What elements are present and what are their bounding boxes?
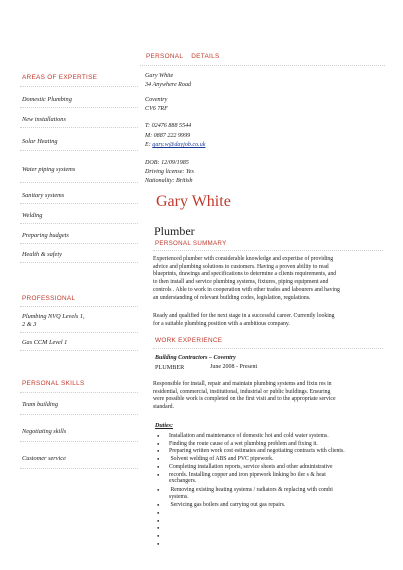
expertise-item: Health & safety	[22, 251, 62, 258]
expertise-item: Solar Heating	[22, 138, 58, 145]
duties-label: Duties:	[155, 423, 173, 429]
divider	[20, 107, 138, 108]
nationality: Nationality: British	[145, 178, 193, 184]
summary-line: Experienced plumber with considerable knowledge and expertise of providing	[153, 256, 334, 262]
duty-text: Solvent welding of ABS and PVC pipework.	[169, 456, 274, 463]
duty-item	[157, 540, 169, 549]
divider	[20, 127, 138, 128]
duty-text: records. Installing copper and iron pipework linking bo iler s & heat	[169, 471, 326, 478]
employment-dates: June 2008 - Present	[210, 364, 258, 370]
bullet-icon: ●	[157, 540, 160, 546]
bullet-icon: ●	[157, 510, 160, 515]
summary-line: to then install and service plumbing systems, fixtures, piping equipment and	[153, 279, 329, 286]
bullet-icon: ●	[157, 502, 160, 508]
areas-of-expertise-heading: AREAS OF EXPERTISE	[22, 74, 98, 81]
summary-line: for a suitable plumbing position with a ambitious company.	[153, 320, 290, 327]
job-title: Plumber	[154, 224, 195, 238]
qualification-item: 2 & 3	[22, 321, 37, 328]
expertise-item: New installations	[22, 116, 66, 123]
bullet-icon: ●	[157, 456, 160, 462]
summary-line: an understanding of relevant building codes, legislation, regulations.	[153, 294, 311, 301]
bullet-icon: ●	[157, 471, 160, 477]
personal-summary-heading: PERSONAL SUMMARY	[155, 240, 227, 247]
email-link[interactable]: gary.w@dayjob.co.uk	[152, 142, 206, 148]
personal-details-heading: PERSONAL DETAILS	[146, 53, 220, 60]
divider	[20, 306, 138, 307]
expertise-item: Welding	[22, 212, 43, 219]
divider	[20, 223, 138, 224]
qualification-item: Gas CCM Level 1	[22, 339, 68, 346]
bullet-icon: ●	[157, 433, 160, 438]
telephone: T: 02476 888 5544	[145, 123, 192, 129]
address-postcode: CV6 7RF	[145, 106, 168, 112]
date-of-birth: DOB: 12/09/1985	[145, 160, 189, 166]
divider	[20, 150, 138, 151]
address-line: 34 Anywhere Road	[145, 82, 192, 88]
contact-name: Gary White	[145, 73, 174, 79]
expertise-item: Water piping systems	[22, 166, 76, 173]
employer: Building Contractors – Coventry	[155, 355, 236, 361]
duty-text: exchangers.	[169, 478, 197, 485]
skill-item: Negotiating skills	[22, 428, 67, 435]
duty-text: Preparing written work cost estimates and negotiating contracts with clients.	[169, 448, 345, 455]
responsibility-line: Responsible for install, repair and maintain plumbing systems and fixtu res in	[153, 381, 332, 387]
expertise-item: Domestic Plumbing	[22, 96, 72, 103]
driving-license: Driving license: Yes	[145, 169, 194, 175]
bullet-icon: ●	[157, 486, 160, 492]
responsibility-line: standard.	[153, 404, 174, 411]
duty-text: Installation and maintenance of domestic hot and cold water systems.	[169, 433, 329, 440]
divider	[20, 262, 138, 263]
divider	[20, 350, 138, 351]
bullet-icon: ●	[157, 517, 160, 523]
duty-text: systems.	[169, 493, 189, 500]
summary-line: Ready and qualified for the next stage in a successful career. Currently looking	[153, 313, 335, 319]
divider	[20, 203, 138, 204]
summary-line: advice and plumbing solutions to customers. Having a proven ability to read	[153, 263, 329, 270]
divider	[140, 65, 385, 66]
divider	[20, 441, 138, 442]
expertise-item: Preparing budgets	[22, 232, 69, 239]
skill-item: Customer service	[22, 455, 66, 462]
summary-paragraph-2	[153, 313, 385, 328]
bullet-icon: ●	[157, 448, 160, 454]
candidate-name: Gary White	[156, 193, 231, 210]
expertise-item: Sanitary systems	[22, 192, 65, 199]
responsibility-line: were possible work is completed on the first visit and to the appropriate service	[153, 396, 336, 403]
divider	[20, 332, 138, 333]
divider	[153, 250, 383, 251]
divider	[20, 468, 138, 469]
skill-item: Team building	[22, 401, 58, 408]
bullet-icon: ●	[157, 525, 160, 531]
duty-item	[157, 478, 196, 486]
address-city: Coventry	[145, 97, 168, 103]
divider	[20, 182, 138, 183]
duty-text: Finding the route cause of a wet plumbing problem and fixing it.	[169, 440, 318, 447]
duty-text: Servicing gas boilers and carrying out gas repairs.	[169, 502, 286, 509]
summary-paragraph	[153, 256, 385, 302]
responsibility-line: residential, commercial, institutional, industrial or public buildings. Ensuring	[153, 388, 331, 395]
responsibilities-paragraph	[153, 381, 385, 412]
summary-line: controls . Able to work in cooperation with other trades and labourers and having	[153, 286, 340, 293]
role: PLUMBER	[155, 364, 185, 371]
duty-item	[157, 494, 189, 502]
email-line	[145, 141, 205, 149]
bullet-icon: ●	[157, 533, 160, 539]
bullet-icon: ●	[157, 440, 160, 446]
work-experience-heading: WORK EXPERIENCE	[155, 337, 223, 344]
email-prefix: E:	[145, 142, 151, 148]
divider	[153, 348, 383, 349]
duty-item	[157, 501, 285, 510]
divider	[20, 414, 138, 415]
duty-text: Completing installation reports, service sheets and other administrative	[169, 463, 333, 470]
mobile: M: 0887 222 9999	[145, 133, 191, 139]
duty-text: Removing existing heating systems / radiators & replacing with combi	[169, 487, 333, 494]
divider	[20, 86, 138, 87]
qualification-item: Plumbing NVQ Levels 1,	[22, 313, 85, 320]
personal-skills-heading: PERSONAL SKILLS	[22, 380, 85, 387]
bullet-icon: ●	[157, 463, 160, 469]
divider	[20, 392, 138, 393]
professional-heading: PROFESSIONAL	[22, 295, 76, 302]
summary-line: blueprints, drawings and specifications to determine a clients requirements, and	[153, 271, 337, 278]
divider	[20, 243, 138, 244]
